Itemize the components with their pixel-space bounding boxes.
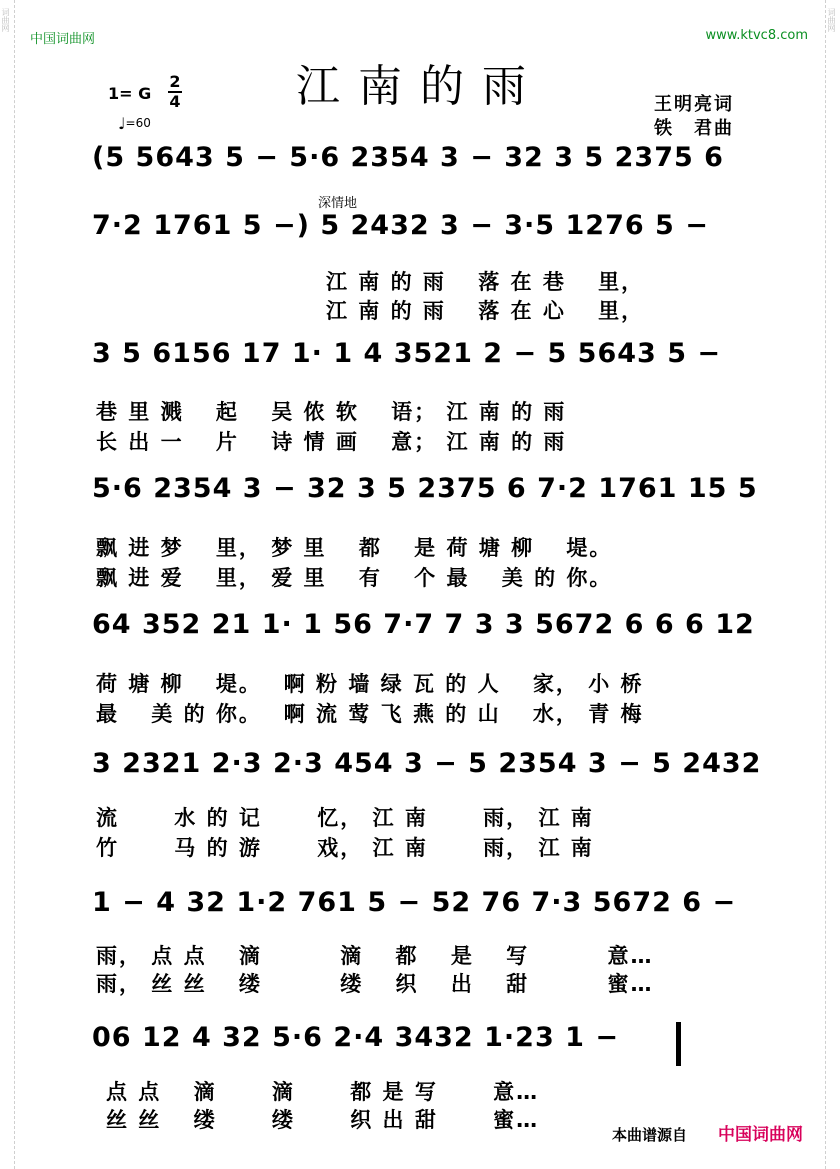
lyric-verse-1: 雨， 点 点 滴 滴 都 是 写 意… — [96, 944, 654, 968]
lyric-verse-2: 长 出 一 片 诗 情 画 意； 江 南 的 雨 — [96, 430, 567, 454]
source-site-link[interactable]: 中国词曲网 — [718, 1125, 803, 1145]
lyric-verse-2: 竹 马 的 游 戏， 江 南 雨， 江 南 — [96, 836, 594, 860]
notation-line — [92, 142, 760, 192]
tempo-value: =60 — [125, 116, 151, 130]
notation-notes: 3 2321 2·3 2·3 454 3 − 5 2354 3 − 5 2432 — [92, 748, 762, 779]
expression-marking: 深情地 — [318, 196, 358, 211]
site-url-right[interactable]: www.ktvc8.com — [705, 28, 808, 43]
quarter-note-icon: ♩ — [118, 114, 126, 133]
notation-notes: 5·6 2354 3 − 32 3 5 2375 6 7·2 1761 15 5 — [92, 473, 758, 504]
meter-bottom: 4 — [169, 92, 181, 111]
composer-credit: 铁 君曲 — [654, 118, 734, 139]
lyric-verse-2: 飘 进 爱 里， 爱 里 有 个 最 美 的 你。 — [96, 566, 613, 590]
lyric-verse-1: 点 点 滴 滴 都 是 写 意… — [106, 1080, 540, 1104]
lyric-verse-1: 巷 里 溅 起 吴 侬 软 语； 江 南 的 雨 — [96, 400, 567, 424]
lyric-verse-2: 丝 丝 缕 缕 织 出 甜 蜜… — [106, 1108, 540, 1132]
lyric-verse-1: 江 南 的 雨 落 在 巷 里， — [326, 270, 645, 294]
lyric-verse-2: 雨， 丝 丝 缕 缕 织 出 甜 蜜… — [96, 972, 654, 996]
meter-top: 2 — [169, 72, 181, 91]
tempo-marking — [118, 114, 151, 133]
notation-line — [92, 473, 760, 523]
lyric-verse-1: 飘 进 梦 里， 梦 里 都 是 荷 塘 柳 堤。 — [96, 536, 613, 560]
key-signature: 1= G — [108, 84, 152, 103]
notation-notes: 1 − 4 32 1·2 761 5 − 52 76 7·3 5672 6 − — [92, 887, 737, 918]
source-label: 本曲谱源自 — [612, 1126, 688, 1144]
notation-notes: 64 352 21 1· 1 56 7·7 7 3 3 5672 6 6 6 12 — [92, 609, 755, 640]
notation-line — [92, 210, 760, 260]
lyric-verse-1: 流 水 的 记 忆， 江 南 雨， 江 南 — [96, 806, 594, 830]
time-signature — [168, 74, 182, 110]
lyric-verse-2: 最 美 的 你。 啊 流 莺 飞 燕 的 山 水， 青 梅 — [96, 702, 644, 726]
watermark-text: 词曲网 — [827, 8, 836, 32]
site-name-left[interactable]: 中国词曲网 — [30, 32, 96, 47]
notation-notes: 3 5 6156 17 1· 1 4 3521 2 − 5 5643 5 − — [92, 338, 722, 369]
notation-notes: 7·2 1761 5 −) 5 2432 3 − 3·5 1276 5 − — [92, 210, 709, 241]
lyricist-credit: 王明亮词 — [654, 94, 734, 115]
lyric-verse-2: 江 南 的 雨 落 在 心 里， — [326, 299, 645, 323]
notation-line — [92, 748, 760, 798]
notation-line — [92, 1022, 760, 1072]
notation-notes: (5 5643 5 − 5·6 2354 3 − 32 3 5 2375 6 — [92, 142, 724, 173]
repeat-end-barline — [676, 1022, 681, 1066]
notation-notes: 06 12 4 32 5·6 2·4 3432 1·23 1 − — [92, 1022, 619, 1053]
lyric-verse-1: 荷 塘 柳 堤。 啊 粉 墙 绿 瓦 的 人 家， 小 桥 — [96, 672, 644, 696]
watermark-text: 词曲网 — [1, 8, 10, 32]
notation-line — [92, 887, 760, 937]
notation-line — [92, 338, 760, 388]
right-watermark-strip — [825, 0, 840, 1169]
song-title: 江南的雨 — [296, 61, 544, 112]
left-watermark-strip — [0, 0, 15, 1169]
notation-line — [92, 609, 760, 659]
